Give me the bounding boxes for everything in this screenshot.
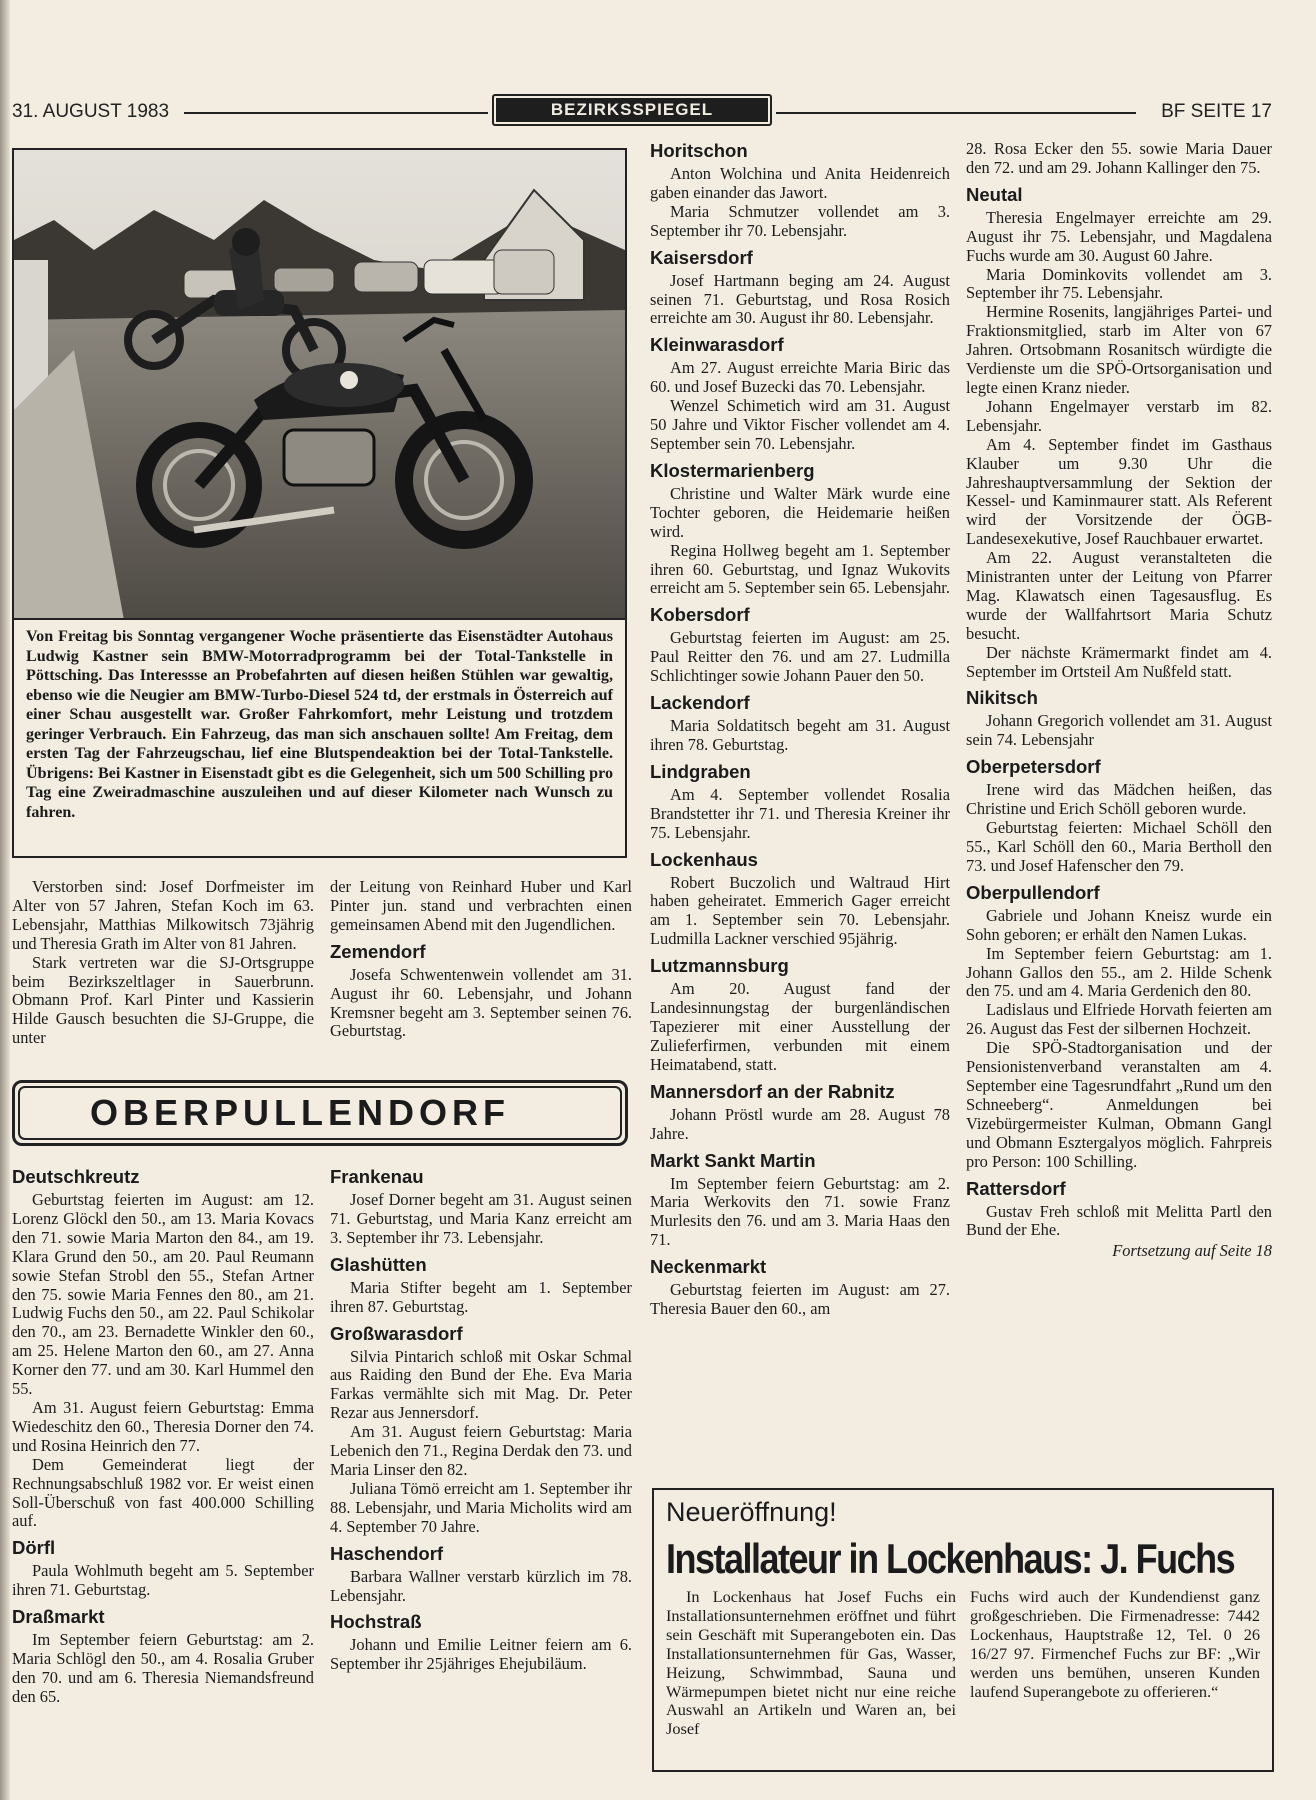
- paragraph: Johann Engelmayer verstarb im 82. Lebensjahr.: [966, 396, 1272, 435]
- paragraph: Ladislaus und Elfriede Horvath feierten am 26. August das Fest der silbernen Hochzeit.: [966, 1000, 1272, 1039]
- section-heading: Dörfl: [12, 1537, 56, 1559]
- advertisement-box: [652, 1488, 1274, 1772]
- motorcycle-photo-icon: [14, 150, 625, 620]
- paragraph: Maria Schmutzer vollendet am 3. September ihr 70. Lebensjahr.: [650, 201, 950, 240]
- ad-text-right: [970, 1588, 1260, 1739]
- paragraph: Am 22. August veranstalteten die Ministranten unter der Leitung von Pfarrer Mag. Klawatsch einen Tagesausflug. Es wurde der Wallfahrtsort Maria Schutz besucht.: [966, 548, 1272, 643]
- header-rule-left: [184, 112, 488, 114]
- paragraph: Barbara Wallner verstarb kürzlich im 78. Lebensjahr.: [330, 1566, 632, 1605]
- paragraph: Maria Stifter begeht am 1. September ihren 87. Geburtstag.: [330, 1277, 632, 1316]
- paragraph: der Leitung von Reinhard Huber und Karl Pinter jun. stand und verbrachten einen gemeinsamen Abend mit den Jugendlichen.: [330, 877, 632, 934]
- paragraph: Im September feiern Geburtstag: am 1. Johann Gallos den 55., am 2. Hilde Schenk den 75. und am 4. Maria Gerdenich den 80.: [966, 943, 1272, 1001]
- paragraph: Christine und Walter Märk wurde eine Tochter geboren, die Heidemarie heißen wird.: [650, 483, 950, 541]
- page-edge-shadow: [0, 0, 10, 1800]
- section-heading: Nikitsch: [966, 687, 1038, 709]
- section-heading: Hochstraß: [330, 1611, 422, 1633]
- district-banner: [12, 1080, 628, 1146]
- section-heading: Neckenmarkt: [650, 1256, 767, 1278]
- section-heading: Markt Sankt Martin: [650, 1149, 816, 1171]
- continued-note: Fortsetzung auf Seite 18: [1112, 1241, 1272, 1261]
- paragraph: Silvia Pintarich schloß mit Oskar Schmal aus Raiding den Bund der Ehe. Eva Maria Farkas vermählte sich mit Mag. Dr. Peter Rezar aus Jennersdorf.: [330, 1346, 632, 1423]
- motorcycle-photo: [12, 148, 627, 620]
- paragraph: Dem Gemeinderat liegt der Rechnungsabschluß 1982 vor. Er weist einen Soll-Überschuß von fast 400.000 Schilling auf.: [12, 1454, 314, 1531]
- paragraph: Gabriele und Johann Kneisz wurde ein Sohn geboren; er erhält den Namen Lukas.: [966, 905, 1272, 944]
- column-d: [330, 1166, 632, 1674]
- paragraph: Im September feiern Geburtstag: am 2. Maria Schlögl den 50., am 4. Rosalia Gruber den 70. und am 6. Theresia Niemandsfreund den 65.: [12, 1630, 314, 1706]
- header-rule-right: [776, 112, 1136, 114]
- column-f: [966, 140, 1272, 1261]
- column-a: [12, 878, 314, 1048]
- section-heading: Zemendorf: [330, 940, 426, 962]
- paragraph: Johann und Emilie Leitner feiern am 6. September ihr 25jähriges Ehejubiläum.: [330, 1635, 632, 1674]
- section-heading: Rattersdorf: [966, 1177, 1066, 1199]
- paragraph: Geburtstag feierten im August: am 12. Lorenz Glöckl den 50., am 13. Maria Kovacs den 71. sowie Maria Marton den 84., am 19. Klara Grund den 50., am 20. Paul Reumann sowie Stefan Strobl den 55., Stefan Artner den 75. sowie Maria Fennes den 80., am 21. Ludwig Fuchs den 50., am 22. Paul Schikolar den 70., am 23. Bernadette Winkler den 60., am 25. Helene Marton den 60., am 27. Anna Korner den 77. und am 30. Karl Hummel den 55.: [12, 1190, 314, 1399]
- section-heading: Großwarasdorf: [330, 1322, 463, 1344]
- issue-date: 31. AUGUST 1983: [12, 101, 170, 122]
- paragraph: Maria Dominkovits vollendet am 3. September ihr 75. Lebensjahr.: [966, 264, 1272, 303]
- section-heading: Lindgraben: [650, 760, 751, 782]
- paragraph: Juliana Tömö erreicht am 1. September ihr 88. Lebensjahr, und Maria Micholits wird am 4. September 70 Jahre.: [330, 1478, 632, 1536]
- paragraph: Fuchs wird auch der Kundendienst ganz großgeschrieben. Die Firmenadresse: 7442 Lockenhaus, Hauptstraße 12, Tel. 0 26 16/27 97. Firmenchef Fuchs zur BF: „Wir werden uns bemühen, unseren Kunden laufend Superangebote zu offerieren.“: [970, 1587, 1260, 1701]
- paragraph: In Lockenhaus hat Josef Fuchs ein Installationsunternehmen eröffnet und führt sein Geschäft mit Superangeboten ein. Das Installationsunternehmen für Gas, Wasser, Heizung, Schwimmbad, Sauna und Wärmepumpen bietet nicht nur eine reiche Auswahl an Artikeln und Waren an, bei Josef: [666, 1587, 956, 1739]
- section-heading: Kaisersdorf: [650, 246, 753, 268]
- section-heading: Horitschon: [650, 140, 748, 161]
- paragraph: Paula Wohlmuth begeht am 5. September ihren 71. Geburtstag.: [12, 1561, 314, 1600]
- ad-body: [666, 1588, 1260, 1739]
- paragraph: Am 31. August feiern Geburtstag: Emma Wiedeschitz den 60., Theresia Dorner den 74. und Rosina Heinrich den 77.: [12, 1397, 314, 1455]
- paragraph: Gustav Freh schloß mit Melitta Partl den Bund der Ehe.: [966, 1201, 1272, 1240]
- section-heading: Klostermarienberg: [650, 459, 815, 481]
- paragraph: Geburtstag feierten: Michael Schöll den 55., Karl Schöll den 60., Maria Bertholl den 73. und Josef Hafenscher den 79.: [966, 818, 1272, 875]
- ad-kicker: Neueröffnung!: [666, 1497, 837, 1527]
- paragraph: Geburtstag feierten im August: am 27. Theresia Bauer den 60., am: [650, 1280, 950, 1319]
- paragraph: Am 4. September findet im Gasthaus Klauber um 9.30 Uhr die Jahreshauptversammlung der Sektion der Kessel- und Kaminmaurer statt. Als Referent wird der Vorsitzende der ÖGB-Landesexekutive, Josef Rauchbauer erwartet.: [966, 434, 1272, 549]
- page-number: BF SEITE 17: [1161, 101, 1272, 122]
- paragraph: Wenzel Schimetich wird am 31. August 50 Jahre und Viktor Fischer vollendet am 4. September sein 70. Lebensjahr.: [650, 396, 950, 453]
- photo-caption: Von Freitag bis Sonntag vergangener Woche präsentierte das Eisenstädter Autohaus Ludwig Kastner sein BMW-Motorradprogramm bei der Total-Tankstelle in Pöttsching. Das Interessse an Probefahrten auf diesen heißen Stühlen war gewaltig, ebenso wie die Neugier am BMW-Turbo-Diesel 524 td, der erstmals in Österreich auf einer Schau ausgestellt war. Großer Fahrkomfort, mehr Leistung und trotzdem geringer Verbrauch. Ein Fahrzeug, das man sich anschauen sollte! Am Freitag, dem ersten Tag der Fahrzeugschau, lief eine Blutspendeaktion bei der Total-Tankstelle. Übrigens: Bei Kastner in Eisenstadt gibt es die Gelegenheit, sich um 500 Schilling pro Tag eine Zweiradmaschine auszuleihen und auf dieser Kilometer nach Wunsch zu fahren.: [12, 620, 627, 858]
- section-heading: Kobersdorf: [650, 604, 750, 626]
- paragraph: Anton Wolchina und Anita Heidenreich gaben einander das Jawort.: [650, 164, 950, 202]
- section-heading: Neutal: [966, 183, 1023, 205]
- section-label-box: [492, 94, 772, 126]
- paragraph: Josefa Schwentenwein vollendet am 31. August ihr 60. Lebensjahr, und Johann Kremsner begeht am 3. September seinen 76. Geburtstag.: [330, 964, 632, 1041]
- paragraph: 28. Rosa Ecker den 55. sowie Maria Dauer den 72. und am 29. Johann Kallinger den 75.: [966, 139, 1272, 177]
- paragraph: Irene wird das Mädchen heißen, das Christine und Erich Schöll geboren wurde.: [966, 780, 1272, 819]
- section-heading: Oberpullendorf: [966, 881, 1100, 903]
- column-c: [12, 1166, 314, 1707]
- paragraph: Robert Buczolich und Waltraud Hirt haben geheiratet. Emmerich Gager erreicht am 1. September sein 70. Lebensjahr. Ludmilla Lackner verschied 95jährig.: [650, 872, 950, 949]
- section-heading: Lackendorf: [650, 692, 750, 714]
- paragraph: Stark vertreten war die SJ-Ortsgruppe beim Bezirkszeltlager in Sauerbrunn. Obmann Prof. Karl Pinter und Kassierin Hilde Gausch besuchten die SJ-Gruppe, die unter: [12, 952, 314, 1048]
- section-heading: Lutzmannsburg: [650, 955, 789, 977]
- paragraph: Verstorben sind: Josef Dorfmeister im Alter von 57 Jahren, Stefan Koch im 63. Lebensjahr, Matthias Milkowitsch 73jährig und Theresia Grath im Alter von 81 Jahren.: [12, 877, 314, 953]
- section-heading: Haschendorf: [330, 1542, 444, 1564]
- paragraph: Josef Dorner begeht am 31. August seinen 71. Geburtstag, und Maria Kanz erreicht am 3. September ihr 73. Lebensjahr.: [330, 1190, 632, 1247]
- paragraph: Regina Hollweg begeht am 1. September ihren 60. Geburtstag, und Ignaz Wukovits erreicht am 5. September sein 65. Lebensjahr.: [650, 540, 950, 598]
- ad-headline: Installateur in Lockenhaus: J. Fuchs: [666, 1535, 1235, 1583]
- paragraph: Johann Gregorich vollendet am 31. August sein 74. Lebensjahr: [966, 711, 1272, 750]
- paragraph: Theresia Engelmayer erreichte am 29. August ihr 75. Lebensjahr, und Magdalena Fuchs wurde am 30. August 60 Jahre.: [966, 207, 1272, 265]
- paragraph: Die SPÖ-Stadtorganisation und der Pensionistenverband veranstalten am 4. September eine Tagesrundfahrt „Rund um den Schneeberg“. Anmeldungen bei Vizebürgermeister Kulman, Obmann Gangl und Obmann Esztergalyos möglich. Fahrpreis pro Person: 100 Schilling.: [966, 1038, 1272, 1171]
- paragraph: Der nächste Krämermarkt findet am 4. September im Ortsteil Am Nußfeld statt.: [966, 642, 1272, 681]
- district-banner-title: OBERPULLENDORF: [18, 1086, 622, 1140]
- paragraph: Johann Pröstl wurde am 28. August 78 Jahre.: [650, 1104, 950, 1143]
- column-e: [650, 140, 950, 1319]
- section-heading: Glashütten: [330, 1253, 427, 1275]
- paragraph: Geburtstag feierten im August: am 25. Paul Reitter den 76. und am 27. Ludmilla Schlichtinger sowie Johann Pauer den 50.: [650, 628, 950, 686]
- section-heading: Draßmarkt: [12, 1606, 105, 1628]
- section-heading: Frankenau: [330, 1166, 424, 1187]
- paragraph: Am 4. September vollendet Rosalia Brandstetter ihr 71. und Theresia Kreiner ihr 75. Lebensjahr.: [650, 784, 950, 842]
- paragraph: Hermine Rosenits, langjähriges Partei- und Fraktionsmitglied, starb im Alter von 67 Jahren. Ortsobmann Rosanitsch würdigte die Verdienste um die SPÖ-Ortsorganisation und legte einen Kranz nieder.: [966, 302, 1272, 397]
- column-b: [330, 878, 632, 1041]
- ad-text-left: [666, 1588, 956, 1739]
- section-heading: Mannersdorf an der Rabnitz: [650, 1080, 895, 1102]
- paragraph: Am 27. August erreichte Maria Biric das 60. und Josef Buzecki das 70. Lebensjahr.: [650, 358, 950, 397]
- paragraph: Josef Hartmann beging am 24. August seinen 71. Geburtstag, und Rosa Rosich erreichte am 30. August ihr 80. Lebensjahr.: [650, 270, 950, 328]
- section-heading: Lockenhaus: [650, 848, 758, 870]
- section-heading: Oberpetersdorf: [966, 756, 1101, 778]
- section-heading: Deutschkreutz: [12, 1166, 140, 1187]
- paragraph: Im September feiern Geburtstag: am 2. Maria Werkovits den 71. sowie Franz Murlesits den 76. und am 3. Maria Haas den 71.: [650, 1173, 950, 1250]
- section-heading: Kleinwarasdorf: [650, 334, 784, 356]
- paragraph: Am 31. August feiern Geburtstag: Maria Lebenich den 71., Regina Derdak den 73. und Maria Linser den 82.: [330, 1422, 632, 1479]
- paragraph: Maria Soldatitsch begeht am 31. August ihren 78. Geburtstag.: [650, 716, 950, 754]
- paragraph: Am 20. August fand der Landesinnungstag der burgenländischen Tapezierer mit einer Ausstellung der Zulieferfirmen, verbunden mit einem Heimatabend, statt.: [650, 979, 950, 1074]
- section-label: BEZIRKSSPIEGEL: [496, 98, 768, 122]
